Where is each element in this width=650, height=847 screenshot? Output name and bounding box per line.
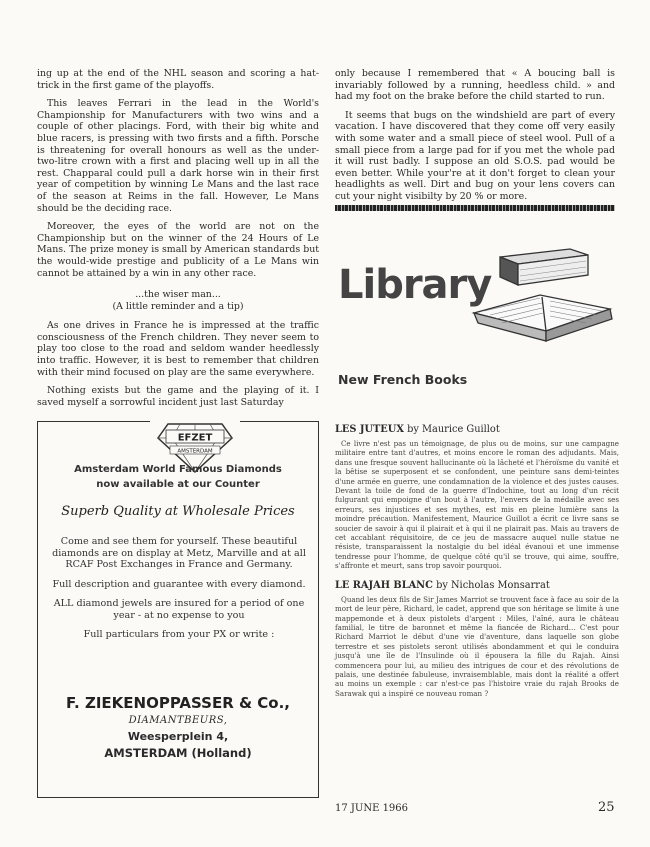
book-title: LES JUTEUX bbox=[335, 424, 404, 435]
ad-address-street: Weesperplein 4, bbox=[127, 730, 229, 743]
paragraph: As one drives in France he is impressed at the traffic consciousness of the French children. They never seem to play too close to the road and seldom wander heedlessly into traffic. However, it is best to remember that children with their mind focused on play are the same everywhere. bbox=[37, 320, 319, 378]
section-subheading: ...the wiser man... bbox=[135, 289, 221, 301]
paragraph: ing up at the end of the NHL season and scoring a hat-trick in the first game of the playoffs. bbox=[37, 68, 319, 91]
ad-paragraph: Come and see them for yourself. These beautiful diamonds are on display at Metz, Marville and at all RCAF Post Exchanges in France and Germany. bbox=[52, 536, 306, 570]
book-reviews bbox=[335, 424, 619, 707]
book-title: LE RAJAH BLANC bbox=[335, 579, 433, 591]
paragraph: This leaves Ferrari in the lead in the World's Championship for Manufacturers with two wins and a couple of other placings. Ford, with their big white and blue racers, is pressing with two firsts and a fifth. Porsche is threatening for overall honours as well as the under-two-litre crown with a first and placing well up in all the rest. Chapparal could pull a dark horse win in their first year of competition by winning Le Mans and the last race of the season at Reims in the fall. However, Le Mans should be the deciding race. bbox=[37, 98, 319, 214]
footer-date: 17 JUNE 1966 bbox=[335, 803, 409, 814]
logo-text: EFZET bbox=[177, 432, 213, 444]
book-review-text: Quand les deux fils de Sir James Marriot se trouvent face à face au soir de la mort de leur père, Richard, le cadet, apprend que son héritage se limite à une mappemonde et à deux pistolets d'argent : Miles, l'aîné, aura le château familial, le titre de baronnet et même la fiancée de Richard... C'est pour Richard Marriot le début d'une vie d'aventure, dans laquelle son globe terrestre et ses pistolets seront utilisés abondamment et qui le conduira jusqu'à une île de l'Insulinde où il épousera la fille du Rajah. Ainsi commencera pour lui, au milieu des intrigues de cour et des révolutions de palais, une destinée fabuleuse, invraisemblable, mais dont la réalité a offert au moins un exemple : car n'est-ce pas l'histoire vraie du rajah Brooks de Sarawak qui a inspiré ce nouveau roman ? bbox=[335, 594, 619, 698]
decorative-divider bbox=[335, 205, 615, 211]
ad-company-sub: DIAMANTBEURS, bbox=[128, 715, 228, 726]
ad-company-name: F. ZIEKENOPPASSER & Co., bbox=[65, 694, 291, 712]
ad-headline: Amsterdam World Famous Diamonds bbox=[74, 464, 282, 475]
logo-subtext: AMSTERDAM bbox=[177, 448, 213, 455]
book-heading bbox=[335, 580, 619, 591]
ad-paragraph: Full description and guarantee with every diamond. bbox=[52, 578, 306, 590]
ad-paragraph: ALL diamond jewels are insured for a period of one year - at no expense to you bbox=[53, 598, 305, 621]
ad-body bbox=[52, 536, 306, 649]
ad-address-city: AMSTERDAM (Holland) bbox=[104, 746, 252, 760]
book-heading bbox=[335, 424, 619, 435]
book-review-text: Ce livre n'est pas un témoignage, de plus ou de moins, sur une campagne militaire entre tant d'autres, et moins encore le roman des adjudants. Mais, dans une fresque souvent hallucinante où la lâcheté et l'héroïsme du vanité et la bêtise se superposent et se confondent, une peinture sans demi-teintes d'une armée en guerre, une condamnation de la violence et des justes causes. Devant la toile de fond de la guerre d'Indochine, tout au long d'un récit fulgurant qui empoigne d'un bout à l'autre, l'envers de la médaille avec ses erreurs, ses injustices et ses mythes, est mis en pleine lumière sans la moindre précaution. Manifestement, Maurice Guillot a écrit ce livre sans se soucier de savoir à qui il plairait et à qui il ne plairait pas. Mais au travers de cet accablant réquisitoire, de ce jeu de massacre auquel nulle statue ne résiste, transparaissent la nostalgie du bel idéal évanoui et une immense tendresse pour l'homme, de quelque côté qu'il se trouve, qui aime, souffre, s'affronte et meurt, sans trop savoir pourquoi. bbox=[335, 439, 619, 571]
left-column bbox=[37, 68, 319, 415]
library-title: Library bbox=[338, 262, 492, 308]
ad-script-tagline: Superb Quality at Wholesale Prices bbox=[61, 504, 295, 519]
right-column bbox=[335, 68, 615, 210]
paragraph: Nothing exists but the game and the playing of it. I saved myself a sorrowful incident just last Saturday bbox=[37, 385, 319, 408]
book-author: by Maurice Guillot bbox=[407, 424, 500, 435]
library-subtitle: New French Books bbox=[338, 372, 468, 387]
ad-paragraph: Full particulars from your PX or write : bbox=[83, 629, 275, 640]
book-author: by Nicholas Monsarrat bbox=[436, 579, 550, 591]
ad-headline-2: now available at our Counter bbox=[96, 479, 260, 490]
paragraph: It seems that bugs on the windshield are part of every vacation. I have discovered that they come off very easily with some water and a small piece of steel wool. Pull of a small piece from a large pad for if you met the whole pad it will rust badly. I suppose an old S.O.S. pad would be even better. While your're at it don't forget to clean your headlights as well. Dirt and bug on your lens covers can cut your night visibilty by 20 % or more. bbox=[335, 109, 615, 202]
diamond-advertisement bbox=[37, 421, 319, 798]
section-subheading-note: (A little reminder and a tip) bbox=[112, 300, 244, 312]
paragraph: only because I remembered that « A boucing ball is invariably followed by a running, heedless child. » and had my foot on the brake before the child started to run. bbox=[335, 68, 615, 103]
books-icon bbox=[470, 243, 620, 353]
page-number: 25 bbox=[598, 800, 615, 815]
paragraph: Moreover, the eyes of the world are not on the Championship but on the winner of the 24 Hours of Le Mans. The prize money is small by American standards but the would-wide prestige and publicity of a Le Mans win cannot be attained by a win in any other race. bbox=[37, 221, 319, 279]
